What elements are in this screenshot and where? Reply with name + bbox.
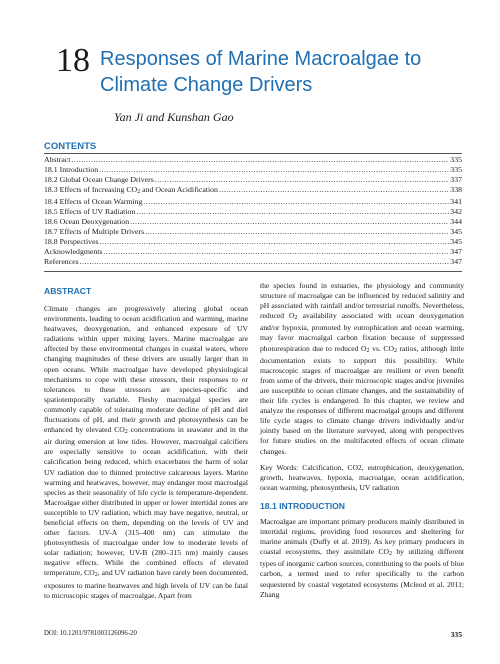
toc-dots: [145, 227, 449, 237]
toc-label: 18.6 Ocean Deoxygenation: [44, 217, 130, 227]
toc-dots: [99, 165, 449, 175]
toc-row[interactable]: [44, 207, 462, 217]
toc-page: 345: [450, 227, 462, 237]
table-of-contents: [44, 155, 462, 268]
toc-dots: [80, 257, 450, 267]
toc-row[interactable]: [44, 197, 462, 207]
contents-rule-bottom: [44, 271, 462, 272]
authors: Yan Ji and Kunshan Gao: [114, 110, 234, 124]
toc-label: 18.7 Effects of Multiple Drivers: [44, 227, 145, 237]
toc-dots: [219, 185, 449, 195]
right-column: [260, 281, 464, 606]
introduction-paragraph: Macroalgae are important primary producers mainly distributed in intertidal regions, providing food resources and sheltering for marine animals (Duffy et al. 2019). As key primary producers in coastal ecosystems, they assimilate CO2 by utilizing different types of inorganic carbon sources, contributing to the pools of blue carbon, a termed used to refer specifically to the carbon sequestered by coastal vegetated ecosystems (Mcleod et al. 2011; Zhang: [260, 516, 465, 599]
toc-label: 18.1 Introduction: [44, 165, 99, 175]
toc-label: 18.4 Effects of Ocean Warming: [44, 197, 143, 207]
toc-label: 18.8 Perspectives: [44, 237, 99, 247]
toc-dots: [100, 237, 450, 247]
toc-row[interactable]: [44, 237, 462, 247]
toc-page: 338: [450, 185, 462, 195]
toc-row[interactable]: [44, 165, 462, 175]
toc-label: 18.3 Effects of Increasing CO2 and Ocean Acidification: [44, 185, 218, 196]
toc-row[interactable]: [44, 175, 462, 185]
toc-page: 347: [450, 257, 462, 267]
toc-page: 347: [450, 247, 462, 257]
left-column: [44, 304, 248, 607]
toc-page: 335: [450, 165, 462, 175]
contents-heading: CONTENTS: [44, 141, 97, 152]
toc-page: 342: [450, 207, 462, 217]
toc-label: 18.5 Effects of UV Radiation: [44, 207, 136, 217]
contents-rule-top: [44, 153, 462, 154]
footer-doi: DOI: 10.1201/9781003126096-20: [44, 630, 137, 637]
toc-row[interactable]: [44, 247, 462, 257]
toc-page: 345: [450, 237, 462, 247]
toc-dots: [143, 197, 449, 207]
toc-dots: [136, 207, 449, 217]
toc-label: References: [44, 257, 79, 267]
toc-dots: [155, 175, 450, 185]
toc-label: Acknowledgments: [44, 247, 103, 257]
introduction-heading: 18.1 INTRODUCTION: [260, 500, 345, 511]
toc-page: 344: [450, 217, 462, 227]
toc-dots: [130, 217, 449, 227]
toc-row[interactable]: [44, 257, 462, 267]
toc-dots: [71, 155, 449, 165]
abstract-heading: ABSTRACT: [44, 286, 92, 296]
toc-page: 341: [450, 197, 462, 207]
toc-row[interactable]: [44, 155, 462, 165]
toc-row[interactable]: [44, 217, 462, 227]
toc-page: 335: [450, 155, 462, 164]
chapter-number: 18: [56, 42, 90, 79]
toc-page: 337: [450, 175, 462, 185]
toc-row[interactable]: [44, 227, 462, 237]
toc-label: 18.2 Global Ocean Change Drivers: [44, 175, 154, 185]
toc-row[interactable]: [44, 185, 462, 197]
toc-label: Abstract: [44, 155, 71, 164]
abstract-paragraph-continued: the species found in estuaries, the physiology and community structure of macroalgae can be influenced by reduced salinity and pH associated with rainfall and/or terrestrial runoffs. Nevertheless, reduced O2 availability associated with ocean deoxygenation and/or hypoxia, promoted by eutrophication and ocean warming, may favor macroalgal carbon fixation because of suppressed photorespiration due to reduced O2 vs. CO2 ratios, although little documentation exists to support this possibility. While macroscopic stages of macroalgae are resilient or even benefit from some of the drivers, their microscopic stages and/or juveniles are susceptible to ocean climate changes, and the sustainability of their life cycles is endangered. In this chapter, we review and analyze the responses of different macroalgal groups and different life cycle stages to climate change drivers individually and/or jointly based on the literature surveyed, along with perspectives for future studies on the multifaceted effects of ocean climate changes.: [260, 281, 464, 456]
keywords: Key Words: Calcification, CO2, eutrophication, deoxygenation, growth, heatwaves, hypoxia, macroalgae, ocean acidification, ocean warming, photosynthesis, UV radiation: [260, 462, 464, 492]
toc-dots: [103, 247, 449, 257]
chapter-title: Responses of Marine Macroalgae to Climate Change Drivers: [100, 48, 422, 96]
abstract-paragraph: Climate changes are progressively altering global ocean environments, leading to ocean acidification and warming, marine heatwaves, deoxygenation, and enhanced exposure of UV radiations within upper mixing layers. Marine macroalgae are affected by these environmental changes in coastal waters, where changing magnitudes of these drivers are usually larger than in open oceans. While macroalgae have developed physiological mechanisms to cope with these stressors, their responses to or tolerances to these stressors are species-specific and spatiotemporally variable. Fleshy macroalgal species are commonly capable of tolerating moderate decline of pH and diel fluctuations of pH, and their growth and photosynthesis can be enhanced by elevated CO2 concentrations in seawater and in the air during emersion at low tides. However, macroalgal calcifiers are especially sensitive to ocean acidification, with their calcification being reduced, which exacerbates the harm of solar UV radiation due to thinned protective calcareous layers. Marine warming and heatwaves, however, may endanger most macroalgal species as their seasonality of life cycle is temperature-dependent. Macroalgae either distributed in upper or lower intertidal zones are susceptible to UV radiation, which may have negative, neutral, or beneficial effects on them, depending on the levels of UV and other factors. UV-A (315–400 nm) can stimulate the photosynthesis of macroalgae under low to moderate levels of solar radiation; however, UV-B (280–315 nm) mainly causes negative effects. While the combined effects of elevated temperature, CO2, and UV radiation have rarely been documented, exposures to marine heatwaves and high levels of UV can be fatal to microscopic stages of macroalgae. Apart from: [44, 304, 248, 600]
footer-page-number: 335: [450, 630, 462, 639]
